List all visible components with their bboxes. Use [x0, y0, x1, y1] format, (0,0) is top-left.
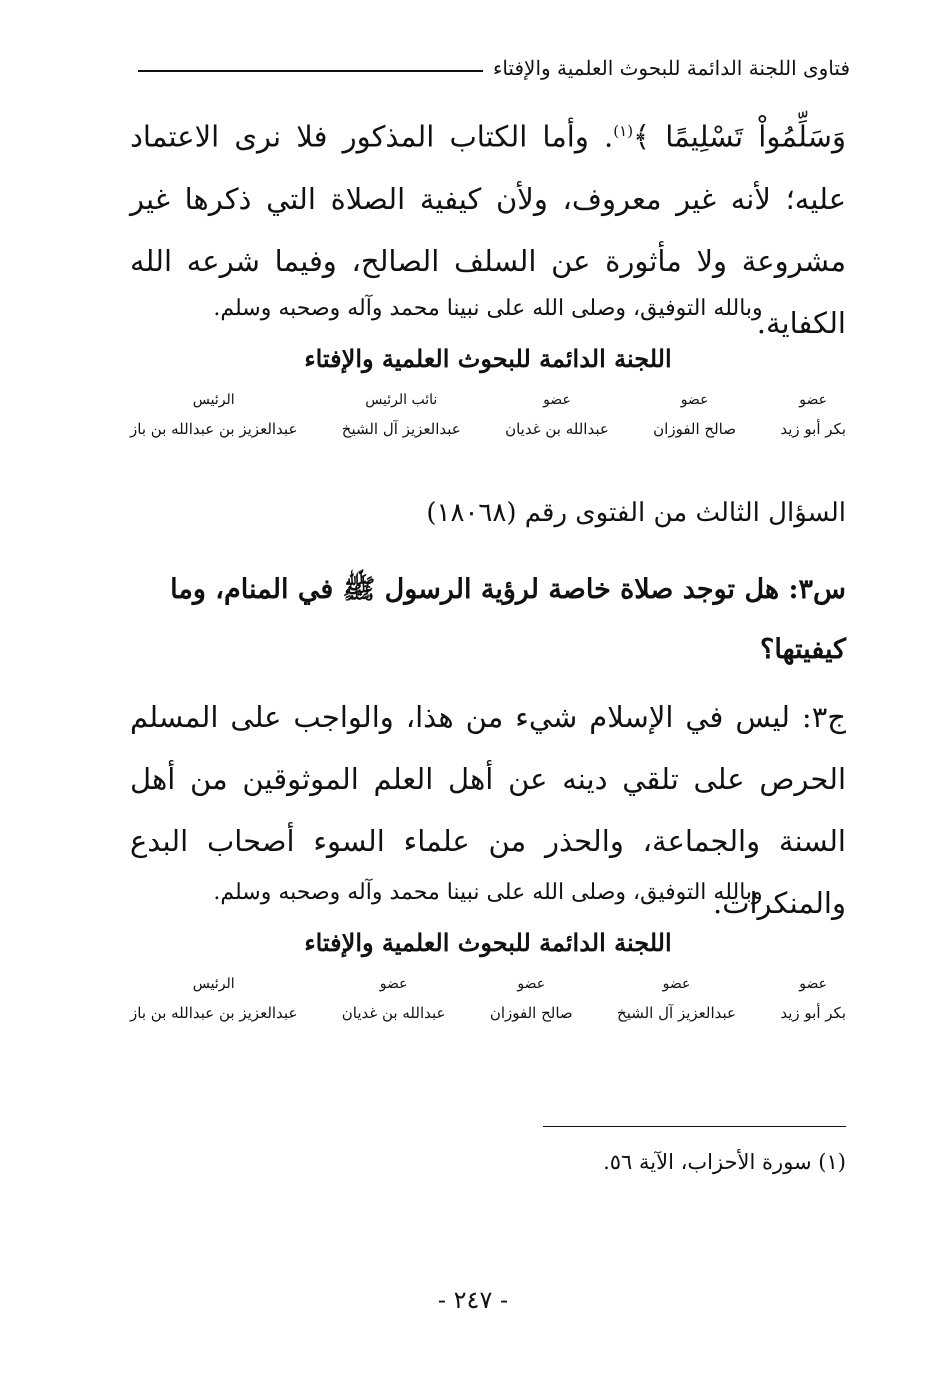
- page-number: - ٢٤٧ -: [437, 1286, 509, 1314]
- footnote-rule: [543, 1126, 846, 1127]
- signatory-name: عبدالعزيز آل الشيخ: [341, 420, 461, 438]
- running-header-title: فتاوى اللجنة الدائمة للبحوث العلمية والإفتاء: [492, 56, 850, 80]
- signatory-name: عبدالله بن غديان: [341, 1004, 446, 1022]
- signatory-role: عضو: [662, 976, 691, 992]
- signatory: [130, 392, 297, 438]
- signatory-name: صالح الفوزان: [489, 1004, 573, 1022]
- signatory-name: بكر أبو زيد: [780, 1004, 846, 1022]
- signatory-name: بكر أبو زيد: [780, 420, 846, 438]
- signatory: [342, 392, 461, 438]
- paragraph-text: . وأما الكتاب المذكور فلا نرى الاعتماد عليه؛ لأنه غير معروف، ولأن كيفية الصلاة التي ذكرها غير مشروعة ولا مأثورة عن السلف الصالح، وفيما شرعه الله الكفاية.: [130, 119, 846, 340]
- signatory-role: نائب الرئيس: [365, 392, 438, 408]
- header-rule: [138, 70, 483, 72]
- signatory-role: عضو: [517, 976, 546, 992]
- signatory: [505, 392, 609, 438]
- running-header: [138, 56, 850, 80]
- signatory-role: الرئيس: [192, 976, 235, 992]
- question-text: س٣: هل توجد صلاة خاصة لرؤية الرسول ﷺ في المنام، وما كيفيتها؟: [170, 574, 846, 665]
- signatory-name: عبدالعزيز بن عبدالله بن باز: [130, 1004, 298, 1022]
- signatories-2: [130, 976, 846, 1022]
- signatory-role: عضو: [379, 976, 408, 992]
- signatory-name: عبدالله بن غديان: [505, 420, 609, 438]
- signatories-1: [130, 392, 846, 438]
- committee-name-2: اللجنة الدائمة للبحوث العلمية والإفتاء: [304, 928, 672, 957]
- signatory: [617, 976, 736, 1022]
- signatory-role: الرئيس: [192, 392, 235, 408]
- signatory-name: عبدالعزيز آل الشيخ: [617, 1004, 736, 1022]
- signatory: [490, 976, 573, 1022]
- closing-prayer-2: وبالله التوفيق، وصلى الله على نبينا محمد وآله وصحبه وسلم.: [213, 880, 763, 905]
- closing-prayer-1: وبالله التوفيق، وصلى الله على نبينا محمد وآله وصحبه وسلم.: [213, 296, 763, 321]
- signatory-role: عضو: [543, 392, 571, 408]
- footnote: (١) سورة الأحزاب، الآية ٥٦.: [603, 1150, 846, 1174]
- quran-quote: وَسَلِّمُواْ تَسْلِيمًا ﴾: [633, 119, 846, 154]
- signatory: [780, 976, 846, 1022]
- signatory-role: عضو: [799, 976, 828, 992]
- signatory: [653, 392, 736, 438]
- committee-name-1: اللجنة الدائمة للبحوث العلمية والإفتاء: [304, 344, 672, 373]
- signatory-name: صالح الفوزان: [653, 420, 736, 438]
- question-reference: السؤال الثالث من الفتوى رقم (١٨٠٦٨): [426, 498, 846, 528]
- signatory: [342, 976, 446, 1022]
- signatory-name: عبدالعزيز بن عبدالله بن باز: [130, 420, 298, 438]
- answer-text: ج٣: ليس في الإسلام شيء من هذا، والواجب على المسلم الحرص على تلقي دينه عن أهل العلم الموثوقين من أهل السنة والجماعة، والحذر من علماء السوء أصحاب البدع والمنكرات.: [130, 700, 846, 920]
- signatory-role: عضو: [799, 392, 828, 408]
- signatory: [780, 392, 846, 438]
- signatory: [130, 976, 297, 1022]
- footnote-marker: (١): [613, 122, 634, 140]
- signatory-role: عضو: [680, 392, 709, 408]
